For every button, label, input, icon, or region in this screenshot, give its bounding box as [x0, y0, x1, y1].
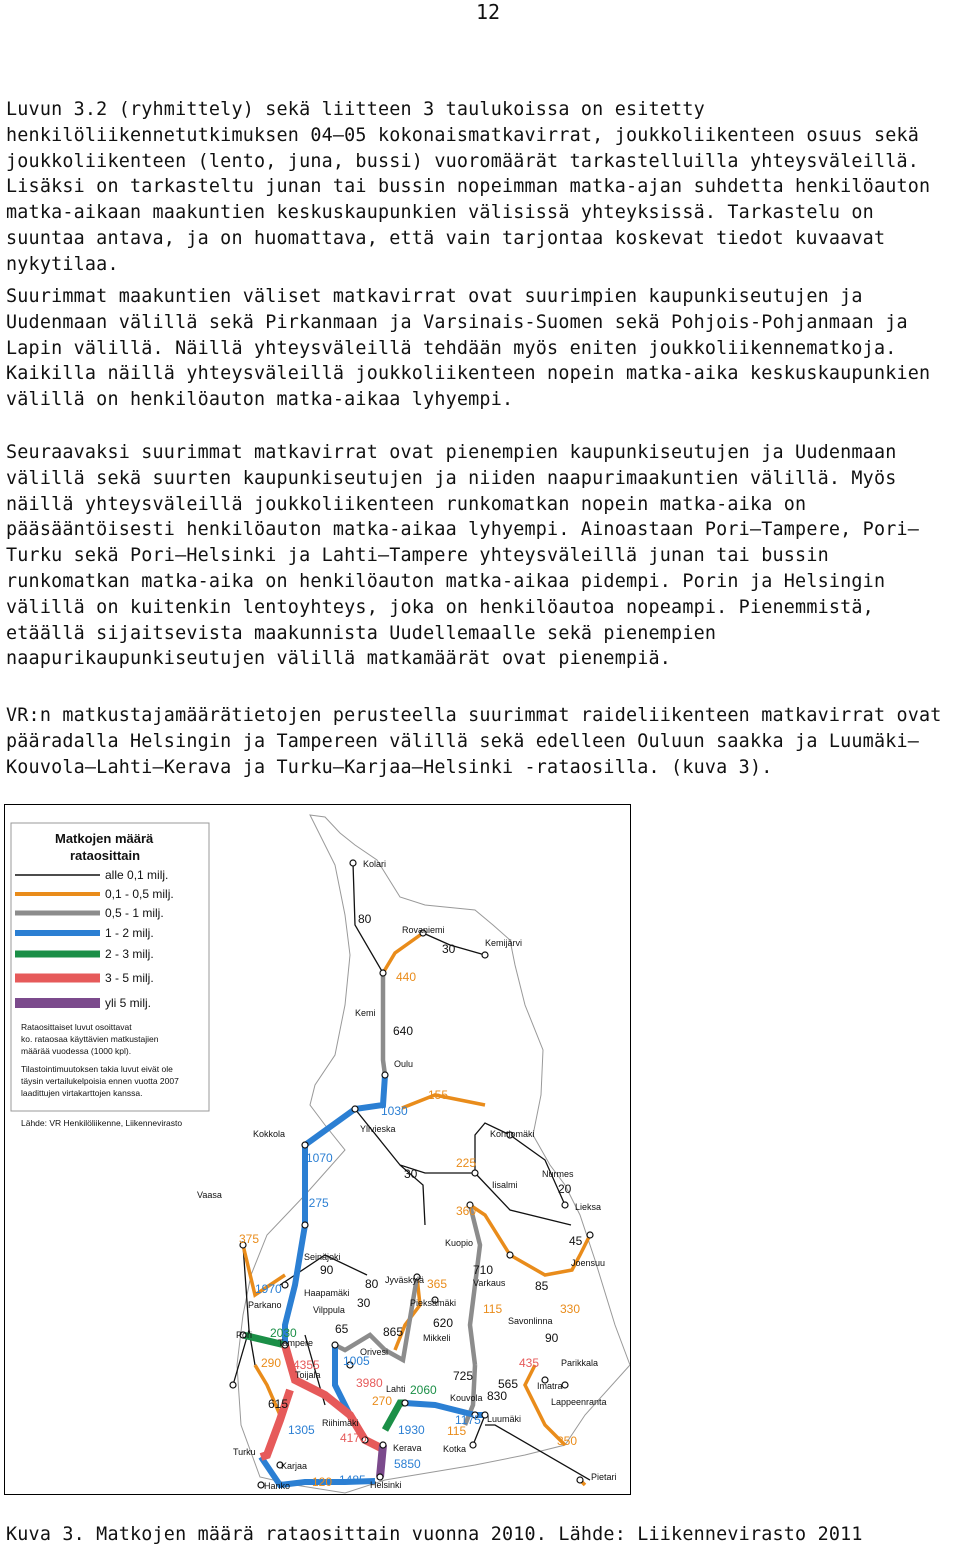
place-lappeenranta: Lappeenranta	[551, 1397, 607, 1407]
value-1030: 1030	[381, 1104, 408, 1118]
legend-row-6: 3 - 5 milj.	[105, 971, 154, 985]
legend-title-2: rataosittain	[70, 848, 141, 863]
value-120: 120	[312, 1475, 333, 1489]
value-1930: 1930	[398, 1423, 425, 1437]
value-1175: 1175	[455, 1413, 481, 1427]
value-360: 360	[456, 1204, 477, 1218]
place-kolari: Kolari	[363, 859, 387, 869]
value-20: 20	[558, 1182, 572, 1196]
place-iisalmi: Iisalmi	[492, 1180, 518, 1190]
place-haapamaki: Haapamäki	[304, 1288, 350, 1298]
value-435: 435	[519, 1356, 540, 1370]
value-80b: 80	[365, 1277, 379, 1291]
place-lahti: Lahti	[386, 1384, 406, 1394]
value-4355: 4355	[293, 1358, 320, 1372]
legend-row-4: 1 - 2 milj.	[105, 926, 154, 940]
place-kemijarvi: Kemijärvi	[485, 938, 523, 948]
place-pietari: Pietari	[591, 1472, 617, 1482]
value-80a: 80	[358, 912, 372, 926]
value-90a: 90	[320, 1263, 334, 1277]
place-kontiomaki: Kontiomäki	[490, 1129, 535, 1139]
value-640: 640	[393, 1024, 414, 1038]
value-45: 45	[569, 1234, 583, 1248]
value-85: 85	[535, 1279, 549, 1293]
rail-map	[5, 805, 630, 1494]
paragraph-1: Luvun 3.2 (ryhmittely) sekä liitteen 3 taulukoissa on esitetty henkilöliikennetutkimuksen 04–05 kokonaismatkavirrat, joukkoliikenteen osuus sekä joukkoliikenteen (lento, juna, bussi) vuoromäärät tarkastelluilla yhteysväleillä. Lisäksi on tarkasteltu junan tai bussin nopeimman matka-ajan suhdetta henkilöauton matka-aikaan maakuntien keskuskaupunkien välisissä yhteyksissä. Tarkastelu on suuntaa antava, ja on huomattava, että vain tarjontaa koskevat tiedot kuvaavat nykytilaa.	[6, 99, 931, 275]
value-1275: 1275	[302, 1196, 329, 1210]
value-565: 565	[498, 1377, 519, 1391]
place-karjaa: Karjaa	[281, 1461, 308, 1471]
value-830: 830	[487, 1389, 508, 1403]
paragraph-3: Seuraavaksi suurimmat matkavirrat ovat pienempien kaupunkiseutujen ja Uudenmaan välillä sekä suurten kaupunkiseutujen ja niiden naapurimaakuntien välillä. Myös näillä yhteysväleillä joukkoliikenteen runkomatkan nopein matka-aika on pääsääntöisesti henkilöauton matka-aikaa lyhyempi. Ainoastaan Pori–Tampere, Pori–Turku sekä Pori–Helsinki ja Lahti–Tampere yhteysväleillä junan tai bussin runkomatkan matka-aika on henkilöauton matka-aikaa pidempi. Porin ja Helsingin välillä on kuitenkin lentoyhteys, joka on henkilöautoa nopeampi. Pienemmistä, etäällä sijaitsevista maakunnista Uudellemaalle sekä pienempien naapurikaupunkiseutujen välillä matkamäärät ovat pienempiä.	[6, 442, 920, 670]
place-kuopio: Kuopio	[445, 1238, 474, 1248]
place-toijala: Toijala	[295, 1370, 321, 1380]
value-290: 290	[261, 1356, 282, 1370]
place-parikkala: Parikkala	[561, 1358, 599, 1368]
place-joensuu: Joensuu	[571, 1258, 606, 1268]
place-hanko: Hanko	[264, 1481, 291, 1491]
value-440: 440	[396, 970, 417, 984]
figure-caption: Kuva 3. Matkojen määrä rataosittain vuonna 2010. Lähde: Liikennevirasto 2011	[6, 1524, 863, 1545]
legend-note2-line1: Tilastointimuutoksen takia luvut eivät ole	[21, 1064, 173, 1074]
place-pieksamaki: Pieksämäki	[410, 1298, 457, 1308]
place-tampere: Tampere	[278, 1338, 314, 1348]
value-1970: 1970	[255, 1282, 282, 1296]
value-2060: 2060	[410, 1383, 437, 1397]
value-1485: 1485	[339, 1473, 366, 1487]
place-kokkola: Kokkola	[253, 1129, 286, 1139]
place-vilppula: Vilppula	[313, 1305, 345, 1315]
value-330: 330	[560, 1302, 581, 1316]
legend-note1-line3: määrää vuodessa (1000 kpl).	[21, 1046, 132, 1056]
place-orivesi: Orivesi	[360, 1347, 389, 1357]
map-legend	[11, 823, 209, 1128]
value-225: 225	[456, 1156, 477, 1170]
legend-title-1: Matkojen määrä	[55, 831, 154, 846]
place-lieksa: Lieksa	[575, 1202, 602, 1212]
place-imatra: Imatra	[537, 1381, 563, 1391]
place-oulu: Oulu	[394, 1059, 414, 1069]
legend-source: Lähde: VR Henkilöliikenne, Liikennevirasto	[21, 1118, 183, 1128]
value-115a: 115	[483, 1302, 503, 1316]
value-615: 615	[268, 1397, 289, 1411]
place-riihimaki: Riihimäki	[322, 1418, 359, 1428]
paragraph-4: VR:n matkustajamäärätietojen perusteella suurimmat raideliikenteen matkavirrat ovat pääradalla Helsingin ja Tampereen välillä sekä edelleen Ouluun saakka ja Luumäki–Kouvola–Lahti–Kerava ja Turku–Karjaa–Helsinki -rataosilla. (kuva 3).	[6, 705, 942, 778]
value-3980: 3980	[356, 1376, 383, 1390]
value-30a: 30	[442, 942, 456, 956]
value-5850: 5850	[394, 1457, 421, 1471]
value-1070: 1070	[306, 1151, 333, 1165]
value-2030: 2030	[270, 1326, 297, 1340]
place-vaasa: Vaasa	[197, 1190, 222, 1200]
value-725: 725	[453, 1369, 474, 1383]
value-90b: 90	[545, 1331, 559, 1345]
place-kerava: Kerava	[393, 1443, 422, 1453]
place-kotka: Kotka	[443, 1444, 467, 1454]
place-varkaus: Varkaus	[473, 1278, 506, 1288]
value-375: 375	[239, 1232, 260, 1246]
value-710: 710	[473, 1263, 494, 1277]
paragraph-2: Suurimmat maakuntien väliset matkavirrat ovat suurimpien kaupunkiseutujen ja Uudenmaan välillä sekä Pirkanmaan ja Varsinais-Suomen sekä Pohjois-Pohjanmaan ja Lapin välillä. Näillä yhteysväleillä tehdään myös eniten joukkoliikennematkoja. Kaikilla näillä yhteysväleillä joukkoliikenteen nopein matka-aika keskuskaupunkien välillä on henkilöauton matka-aikaa lyhyempi.	[6, 286, 931, 411]
place-savonlinna: Savonlinna	[508, 1316, 553, 1326]
place-pori: Pori	[236, 1330, 253, 1340]
place-nurmes: Nurmes	[542, 1169, 574, 1179]
rail-map-figure	[4, 804, 631, 1495]
value-350: 350	[557, 1434, 578, 1448]
place-kouvola: Kouvola	[450, 1393, 483, 1403]
place-parkano: Parkano	[248, 1300, 282, 1310]
legend-row-2: 0,1 - 0,5 milj.	[105, 887, 174, 901]
value-155: 155	[428, 1088, 449, 1102]
value-270: 270	[372, 1394, 393, 1408]
place-rovaniemi: Rovaniemi	[402, 925, 445, 935]
legend-row-3: 0,5 - 1 milj.	[105, 906, 164, 920]
place-ylivieska: Ylivieska	[360, 1124, 396, 1134]
page-number: 12	[476, 0, 501, 24]
legend-row-7: yli 5 milj.	[105, 996, 152, 1010]
value-620: 620	[433, 1316, 454, 1330]
place-seinajoki: Seinäjoki	[304, 1252, 341, 1262]
legend-note2-line3: laadittujen virtakarttojen kanssa.	[21, 1088, 143, 1098]
value-65: 65	[335, 1322, 349, 1336]
value-30c: 30	[357, 1296, 371, 1310]
value-4175: 4175	[340, 1431, 367, 1445]
place-jyvaskyla: Jyväskylä	[385, 1275, 425, 1285]
line-purple	[380, 1445, 383, 1477]
value-30b: 30	[404, 1167, 418, 1181]
value-1305: 1305	[288, 1423, 315, 1437]
legend-note2-line2: täysin vertailukelpoisia ennen vuotta 2007	[21, 1076, 179, 1086]
value-115b: 115	[447, 1424, 467, 1438]
legend-note1-line1: Rataosittaiset luvut osoittavat	[21, 1022, 132, 1032]
legend-row-1: alle 0,1 milj.	[105, 868, 169, 882]
value-1005: 1005	[343, 1354, 370, 1368]
place-luumaki: Luumäki	[487, 1414, 522, 1424]
place-mikkeli: Mikkeli	[423, 1333, 451, 1343]
value-865: 865	[383, 1325, 404, 1339]
legend-row-5: 2 - 3 milj.	[105, 947, 154, 961]
value-365: 365	[427, 1277, 448, 1291]
place-helsinki: Helsinki	[370, 1480, 402, 1490]
place-turku: Turku	[233, 1447, 256, 1457]
place-kemi: Kemi	[355, 1008, 376, 1018]
legend-note1-line2: ko. rataosaa käyttävien matkustajien	[21, 1034, 159, 1044]
